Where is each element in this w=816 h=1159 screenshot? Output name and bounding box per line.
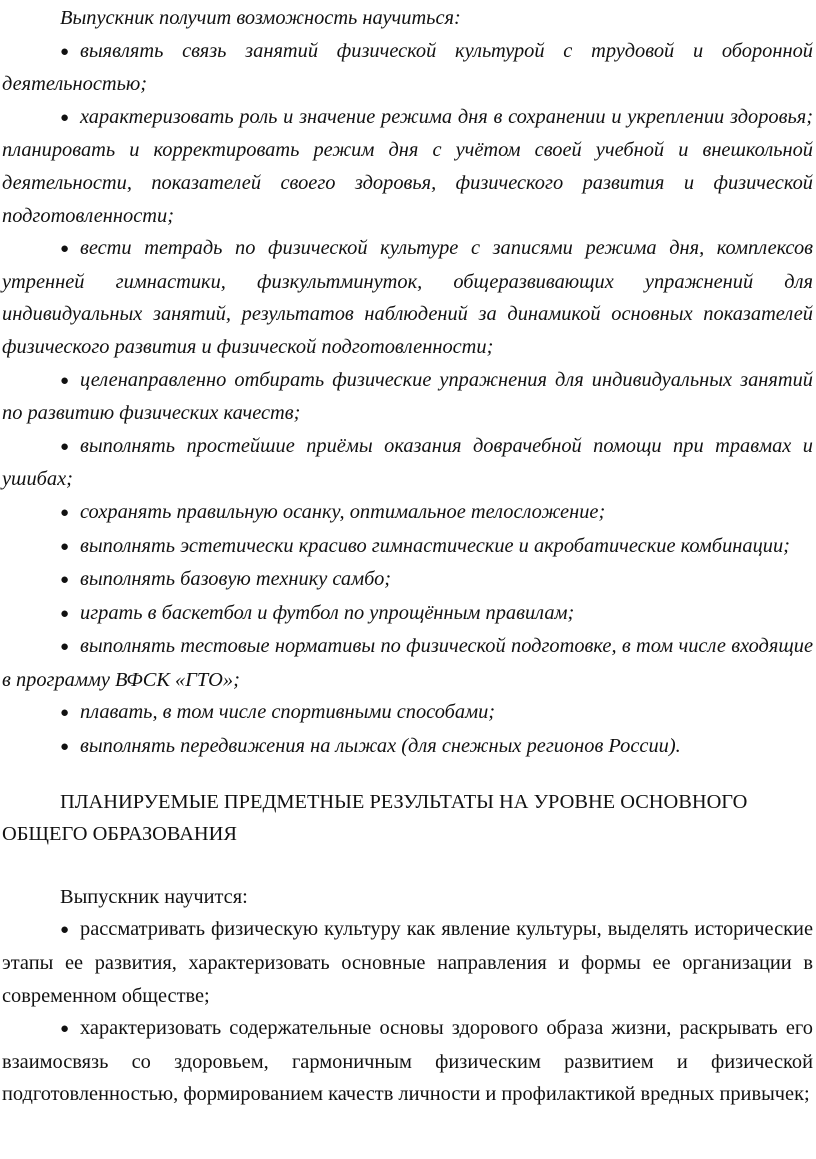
- list-item: ● рассматривать физическую культуру как явление культуры, выделять исторические этапы ее развития, характеризовать основные направления и формы ее организации в современном обществе;: [2, 913, 813, 1012]
- list-item: ● выполнять передвижения на лыжах (для снежных регионов России).: [2, 730, 813, 764]
- list-item: ● выполнять эстетически красиво гимнастические и акробатические комбинации;: [2, 530, 813, 564]
- list-item: ● плавать, в том числе спортивными способами;: [2, 696, 813, 730]
- list-item: ● выполнять простейшие приёмы оказания доврачебной помощи при травмах и ушибах;: [2, 430, 813, 496]
- bullet-icon: ●: [60, 43, 70, 60]
- bullet-icon: ●: [60, 241, 70, 258]
- list-item: ● выполнять базовую технику самбо;: [2, 563, 813, 597]
- bullet-icon: ●: [60, 705, 70, 722]
- bullet-icon: ●: [60, 605, 70, 622]
- bullet-icon: ●: [60, 504, 70, 521]
- bullet-icon: ●: [60, 739, 70, 756]
- section-required-outcomes: [2, 881, 813, 1111]
- list-item: ● выявлять связь занятий физической культурой с трудовой и оборонной деятельностью;: [2, 35, 813, 101]
- section-intro: Выпускник получит возможность научиться:: [60, 7, 461, 29]
- list-item: ● сохранять правильную осанку, оптимальное телосложение;: [2, 496, 813, 530]
- section-heading: ПЛАНИРУЕМЫЕ ПРЕДМЕТНЫЕ РЕЗУЛЬТАТЫ НА УРОВНЕ ОСНОВНОГО ОБЩЕГО ОБРАЗОВАНИЯ: [2, 790, 748, 846]
- list-item: ● характеризовать содержательные основы здорового образа жизни, раскрывать его взаимосвязь со здоровьем, гармоничным физическим развитием и физической подготовленностью, формированием качеств личности и профилактикой вредных привычек;: [2, 1012, 813, 1111]
- document-body: [2, 2, 813, 1111]
- list-item: ● играть в баскетбол и футбол по упрощённым правилам;: [2, 597, 813, 631]
- bullet-icon: ●: [60, 438, 70, 455]
- bullet-icon: ●: [60, 639, 70, 656]
- section-optional-outcomes: [2, 2, 813, 764]
- section-intro: Выпускник научится:: [60, 885, 248, 908]
- bullet-icon: ●: [60, 1021, 70, 1038]
- list-item: ● вести тетрадь по физической культуре с записями режима дня, комплексов утренней гимнастики, физкультминуток, общеразвивающих упражнений для индивидуальных занятий, результатов наблюдений за динамикой основных показателей физического развития и физической подготовленности;: [2, 232, 813, 363]
- list-item: ● целенаправленно отбирать физические упражнения для индивидуальных занятий по развитию физических качеств;: [2, 364, 813, 430]
- bullet-icon: ●: [60, 538, 70, 555]
- bullet-icon: ●: [60, 572, 70, 589]
- list-item: ● выполнять тестовые нормативы по физической подготовке, в том числе входящие в программу ВФСК «ГТО»;: [2, 630, 813, 696]
- bullet-icon: ●: [60, 922, 70, 939]
- bullet-icon: ●: [60, 109, 70, 126]
- bullet-icon: ●: [60, 372, 70, 389]
- list-item: ● характеризовать роль и значение режима дня в сохранении и укреплении здоровья; планировать и корректировать режим дня с учётом своей учебной и внешкольной деятельности, показателей своего здоровья, физического развития и физической подготовленности;: [2, 101, 813, 232]
